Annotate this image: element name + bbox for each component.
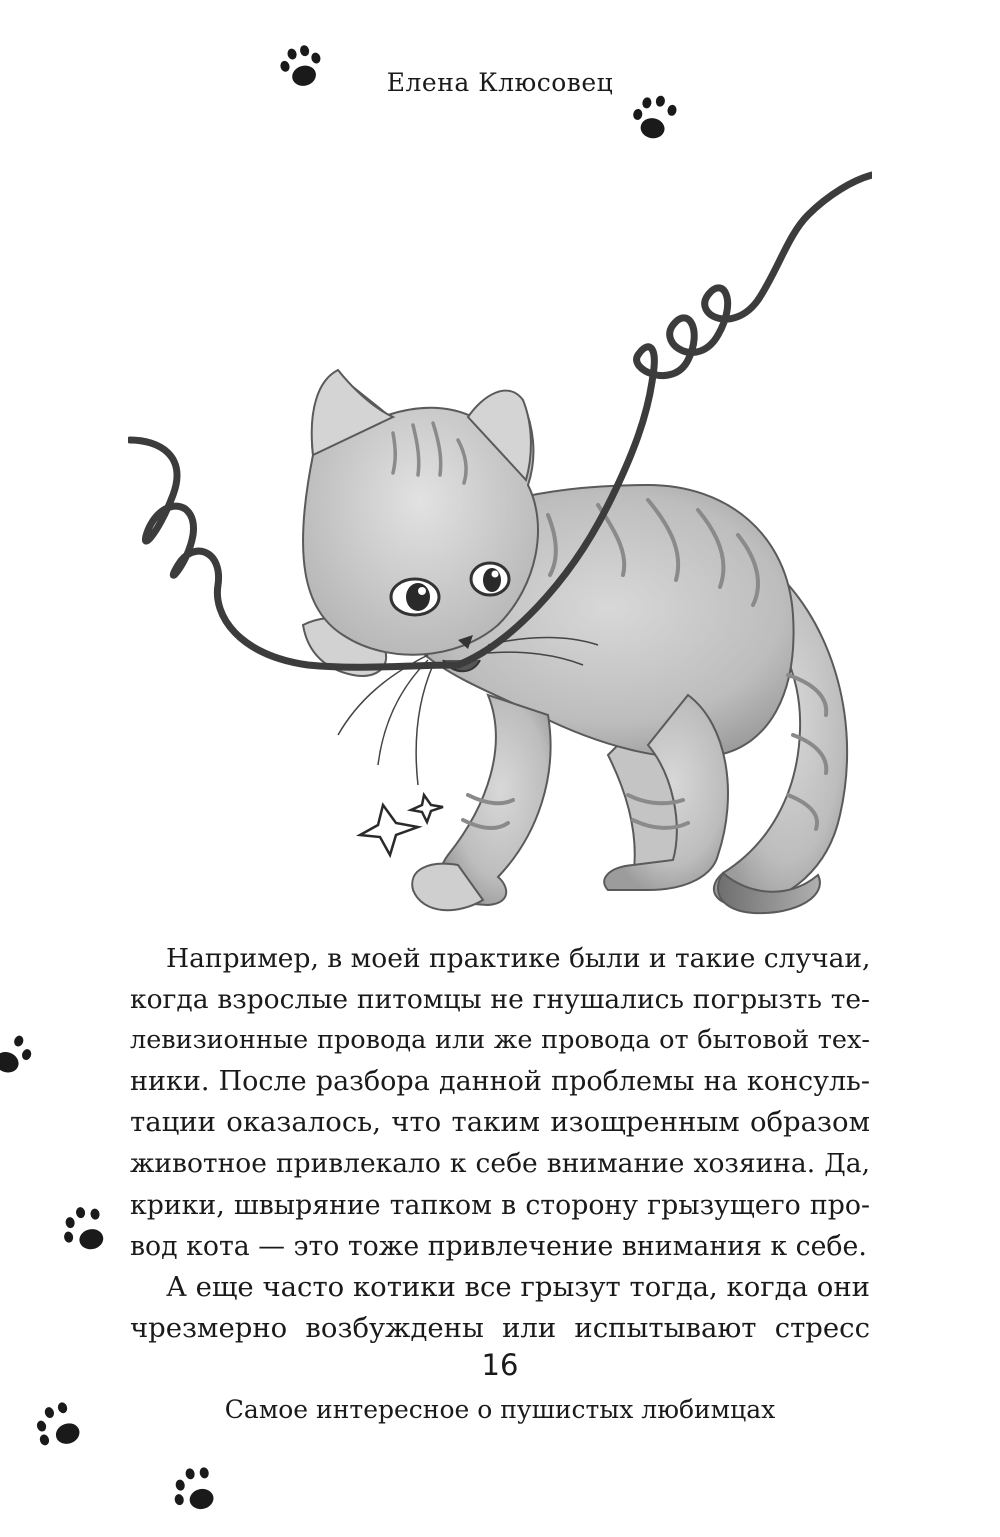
paw-print-icon xyxy=(0,1014,40,1091)
text-line: чрезмерно возбуждены или испытывают стресс xyxy=(130,1311,870,1344)
text-line: когда взрослые питомцы не гнушались погрызть те- xyxy=(130,984,870,1016)
running-footer-title: Самое интересное о пушистых любимцах xyxy=(224,1395,776,1424)
running-header-author: Елена Клюсовец xyxy=(386,68,614,97)
page-number: 16 xyxy=(481,1348,519,1382)
paw-print-icon xyxy=(160,1456,231,1527)
text-line: ники. После разбора данной проблемы на консуль- xyxy=(130,1066,870,1098)
paw-print-icon xyxy=(51,1197,121,1267)
main-text xyxy=(130,938,870,1349)
text-line: Например, в моей практике были и такие случаи, xyxy=(166,943,871,974)
text-line: животное привлекало к себе внимание хозяина. Да, xyxy=(130,1148,870,1180)
cat-illustration xyxy=(128,155,872,930)
text-line: тации оказалось, что таким изощренным образом xyxy=(130,1106,870,1139)
text-line: крики, швыряние тапком в сторону грызущего про- xyxy=(130,1189,870,1221)
text-line: А еще часто котики все грызут тогда, когда они xyxy=(166,1270,870,1303)
text-line: левизионные провода или же провода от бытовой тех- xyxy=(130,1025,870,1056)
text-line: вод кота — это тоже привлечение внимания к себе. xyxy=(130,1230,867,1262)
